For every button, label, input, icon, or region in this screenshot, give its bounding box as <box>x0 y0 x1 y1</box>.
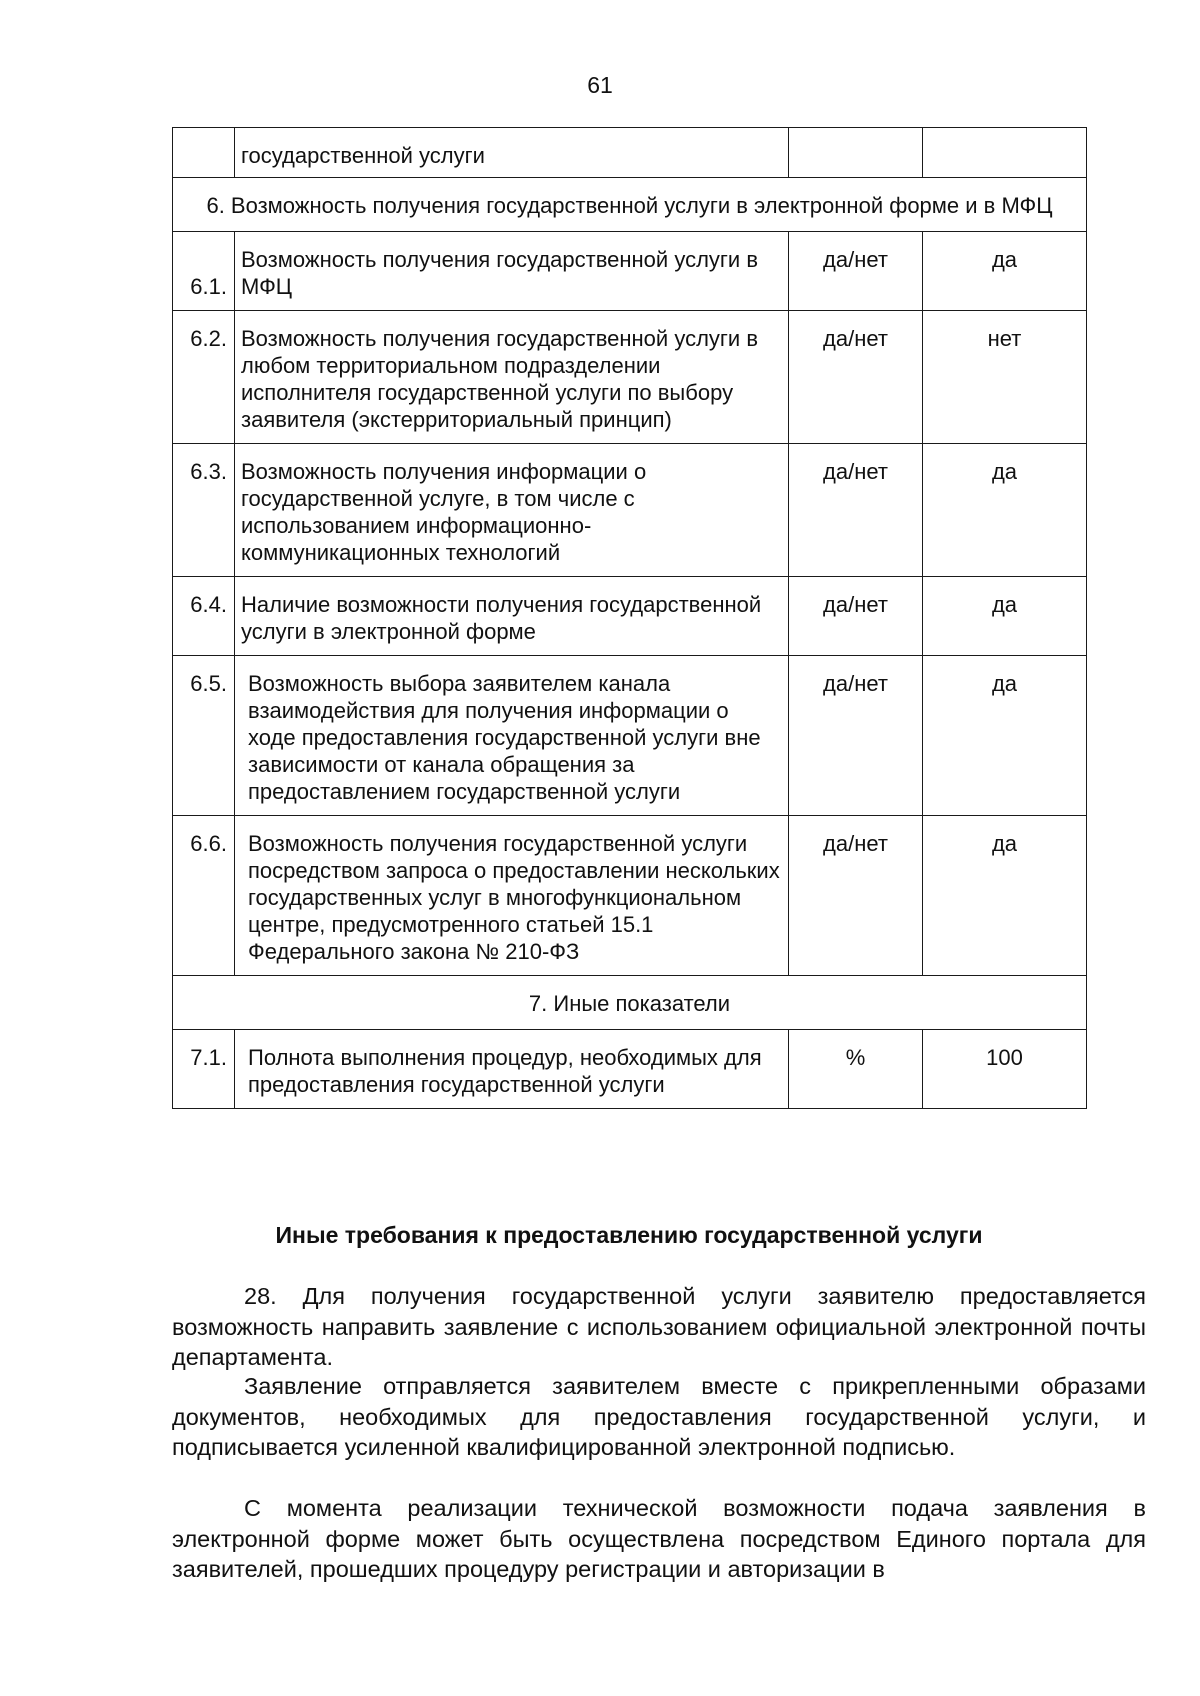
table-section-row <box>173 178 1087 232</box>
indicator-value: да <box>923 816 1087 976</box>
indicator-value: нет <box>923 311 1087 444</box>
indicator-name: Полнота выполнения процедур, необходимых для предоставления государственной услуги <box>235 1030 789 1109</box>
unit-of-measure: да/нет <box>789 232 923 311</box>
table-row-continuation <box>173 128 1087 178</box>
row-number: 6.2. <box>173 311 235 444</box>
table-row <box>173 1030 1087 1109</box>
unit-of-measure: да/нет <box>789 816 923 976</box>
section-title-7: 7. Иные показатели <box>173 976 1087 1030</box>
indicator-name: Возможность получения государственной услуги в любом территориальном подразделении исполнителя государственной услуги по выбору заявителя (экстерриториальный принцип) <box>235 311 789 444</box>
row-number <box>173 128 235 178</box>
indicator-value: 100 <box>923 1030 1087 1109</box>
indicator-value: да <box>923 656 1087 816</box>
indicator-value: да <box>923 444 1087 577</box>
unit-of-measure <box>789 128 923 178</box>
row-number: 6.5. <box>173 656 235 816</box>
indicator-name: Наличие возможности получения государственной услуги в электронной форме <box>235 577 789 656</box>
indicator-name: Возможность получения государственной услуги в МФЦ <box>235 232 789 311</box>
quality-indicators-table <box>172 127 1087 1109</box>
unit-of-measure: да/нет <box>789 311 923 444</box>
table-row <box>173 232 1087 311</box>
unit-of-measure: да/нет <box>789 577 923 656</box>
page-number: 61 <box>587 72 613 98</box>
section-title-6: 6. Возможность получения государственной услуги в электронной форме и в МФЦ <box>173 178 1087 232</box>
paragraph: Заявление отправляется заявителем вместе с прикрепленными образами документов, необходимых для предоставления государственной услуги, и подписывается усиленной квалифицированной электронной подписью. <box>172 1373 1146 1460</box>
indicator-name: Возможность получения государственной услуги посредством запроса о предоставлении нескольких государственных услуг в многофункциональном центре, предусмотренного статьей 15.1 Федерального закона № 210-ФЗ <box>235 816 789 976</box>
unit-of-measure: да/нет <box>789 656 923 816</box>
indicator-value <box>923 128 1087 178</box>
indicator-name: Возможность выбора заявителем канала взаимодействия для получения информации о ходе предоставления государственной услуги вне зависимости от канала обращения за предоставлением государственной услуги <box>235 656 789 816</box>
table-row <box>173 311 1087 444</box>
table-row <box>173 577 1087 656</box>
row-number: 6.1. <box>173 232 235 311</box>
table-row <box>173 656 1087 816</box>
indicator-name: государственной услуги <box>235 128 789 178</box>
row-number: 6.3. <box>173 444 235 577</box>
paragraph-28: 28. Для получения государственной услуги заявителю предоставляется возможность направить заявление с использованием официальной электронной почты департамента. <box>172 1283 1146 1370</box>
unit-of-measure: да/нет <box>789 444 923 577</box>
row-number: 7.1. <box>173 1030 235 1109</box>
paragraph: С момента реализации технической возможности подача заявления в электронной форме может быть осуществлена посредством Единого портала для заявителей, прошедших процедуру регистрации и авторизации в <box>172 1495 1146 1582</box>
section-heading: Иные требования к предоставлению государственной услуги <box>275 1222 983 1248</box>
indicator-value: да <box>923 232 1087 311</box>
unit-of-measure: % <box>789 1030 923 1109</box>
table-row <box>173 444 1087 577</box>
row-number: 6.4. <box>173 577 235 656</box>
row-number: 6.6. <box>173 816 235 976</box>
indicator-value: да <box>923 577 1087 656</box>
table-section-row <box>173 976 1087 1030</box>
indicator-name: Возможность получения информации о государственной услуге, в том числе с использованием информационно-коммуникационных технологий <box>235 444 789 577</box>
table-row <box>173 816 1087 976</box>
